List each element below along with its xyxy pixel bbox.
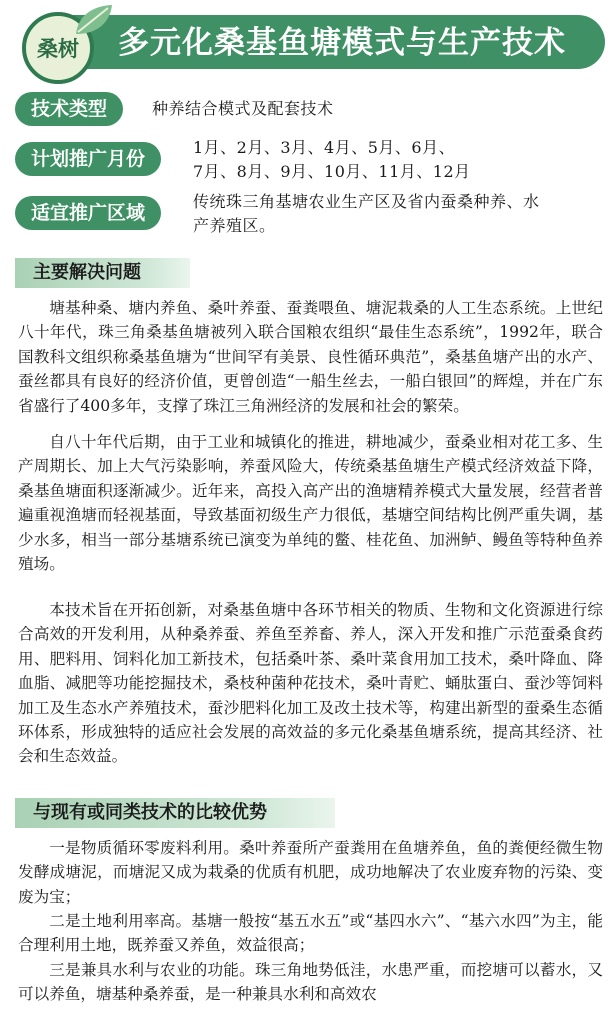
advantage-paragraph-2: 二是土地利用率高。基塘一般按“基五水五”或“基四水六”、“基六水四”为主，能合理利用土地，既养蚕又养鱼，效益很高； xyxy=(18,912,603,955)
region-label: 适宜推广区域 xyxy=(15,196,161,230)
leaf-icon xyxy=(72,2,116,38)
section-heading-advantage: 与现有或同类技术的比较优势 xyxy=(15,798,335,828)
problem-paragraph-2: 自八十年代后期，由于工业和城镇化的推进，耕地减少，蚕桑业相对花工多、生产周期长、加上大气污染影响，养蚕风险大，传统桑基鱼塘生产模式经济效益下降，桑基鱼塘面积逐渐减少。近年来，高投入高产出的渔塘精养模式大量发展，经营者普遍重视渔塘而轻视基面，导致基面初级生产力很低，基塘空间结构比例严重失调，基少水多，相当一部分基塘系统已演变为单纯的鳖、桂花鱼、加洲鲈、鳗鱼等特种鱼养殖场。 xyxy=(18,433,603,574)
months-label: 计划推广月份 xyxy=(15,142,161,176)
category-badge-label: 桑树 xyxy=(37,37,79,61)
page-title: 多元化桑基鱼塘模式与生产技术 xyxy=(118,25,566,61)
tech-type-label: 技术类型 xyxy=(15,92,123,126)
page-header xyxy=(0,0,616,82)
region-value-line2: 产养殖区。 xyxy=(193,216,276,235)
problem-paragraph-3: 本技术旨在开拓创新，对桑基鱼塘中各环节相关的物质、生物和文化资源进行综合高效的开发利用，从种桑养蚕、养鱼至养畜、养人，深入开发和推广示范蚕桑食药用、肥料用、饲料化加工新技术，包括桑叶茶、桑叶菜食用加工技术，桑叶降血、降血脂、减肥等功能挖掘技术，桑枝种菌种花技术，桑叶青贮、蛹肽蛋白、蚕沙等饲料加工及生态水产养殖技术，蚕沙肥料化加工及改土技术等，构建出新型的蚕桑生态循环体系，形成独特的适应社会发展的高效益的多元化桑基鱼塘系统，提高其经济、社会和生态效益。 xyxy=(18,601,603,766)
region-value-line1: 传统珠三角基塘农业生产区及省内蚕桑种养、水 xyxy=(193,192,540,211)
months-value-line2: 7月、8月、9月、10月、11月、12月 xyxy=(193,162,471,181)
section-heading-problem: 主要解决问题 xyxy=(15,258,190,288)
months-value-line1: 1月、2月、3月、4月、5月、6月、 xyxy=(193,138,456,157)
advantage-paragraph-3: 三是兼具水利与农业的功能。珠三角地势低洼，水患严重，而挖塘可以蓄水，又可以养鱼，塘基种桑养蚕，是一种兼具水利和高效农 xyxy=(18,961,603,1004)
problem-paragraph-1: 塘基种桑、塘内养鱼、桑叶养蚕、蚕粪喂鱼、塘泥栽桑的人工生态系统。上世纪八十年代，珠三角桑基鱼塘被列入联合国粮农组织“最佳生态系统”，1992年，联合国教科文组织称桑基鱼塘为“世间罕有美景、良性循环典范”，桑基鱼塘产出的水产、蚕丝都具有良好的经济价值，更曾创造“一船生丝去，一船白银回”的辉煌，并在广东省盛行了400多年，支撑了珠江三角洲经济的发展和社会的繁荣。 xyxy=(18,299,603,415)
tech-type-value: 种养结合模式及配套技术 xyxy=(152,99,334,118)
advantage-paragraph-1: 一是物质循环零废料利用。桑叶养蚕所产蚕粪用在鱼塘养鱼，鱼的粪便经微生物发酵成塘泥，而塘泥又成为栽桑的优质有机肥，成功地解决了农业废弃物的污染、变废为宝； xyxy=(18,839,603,906)
